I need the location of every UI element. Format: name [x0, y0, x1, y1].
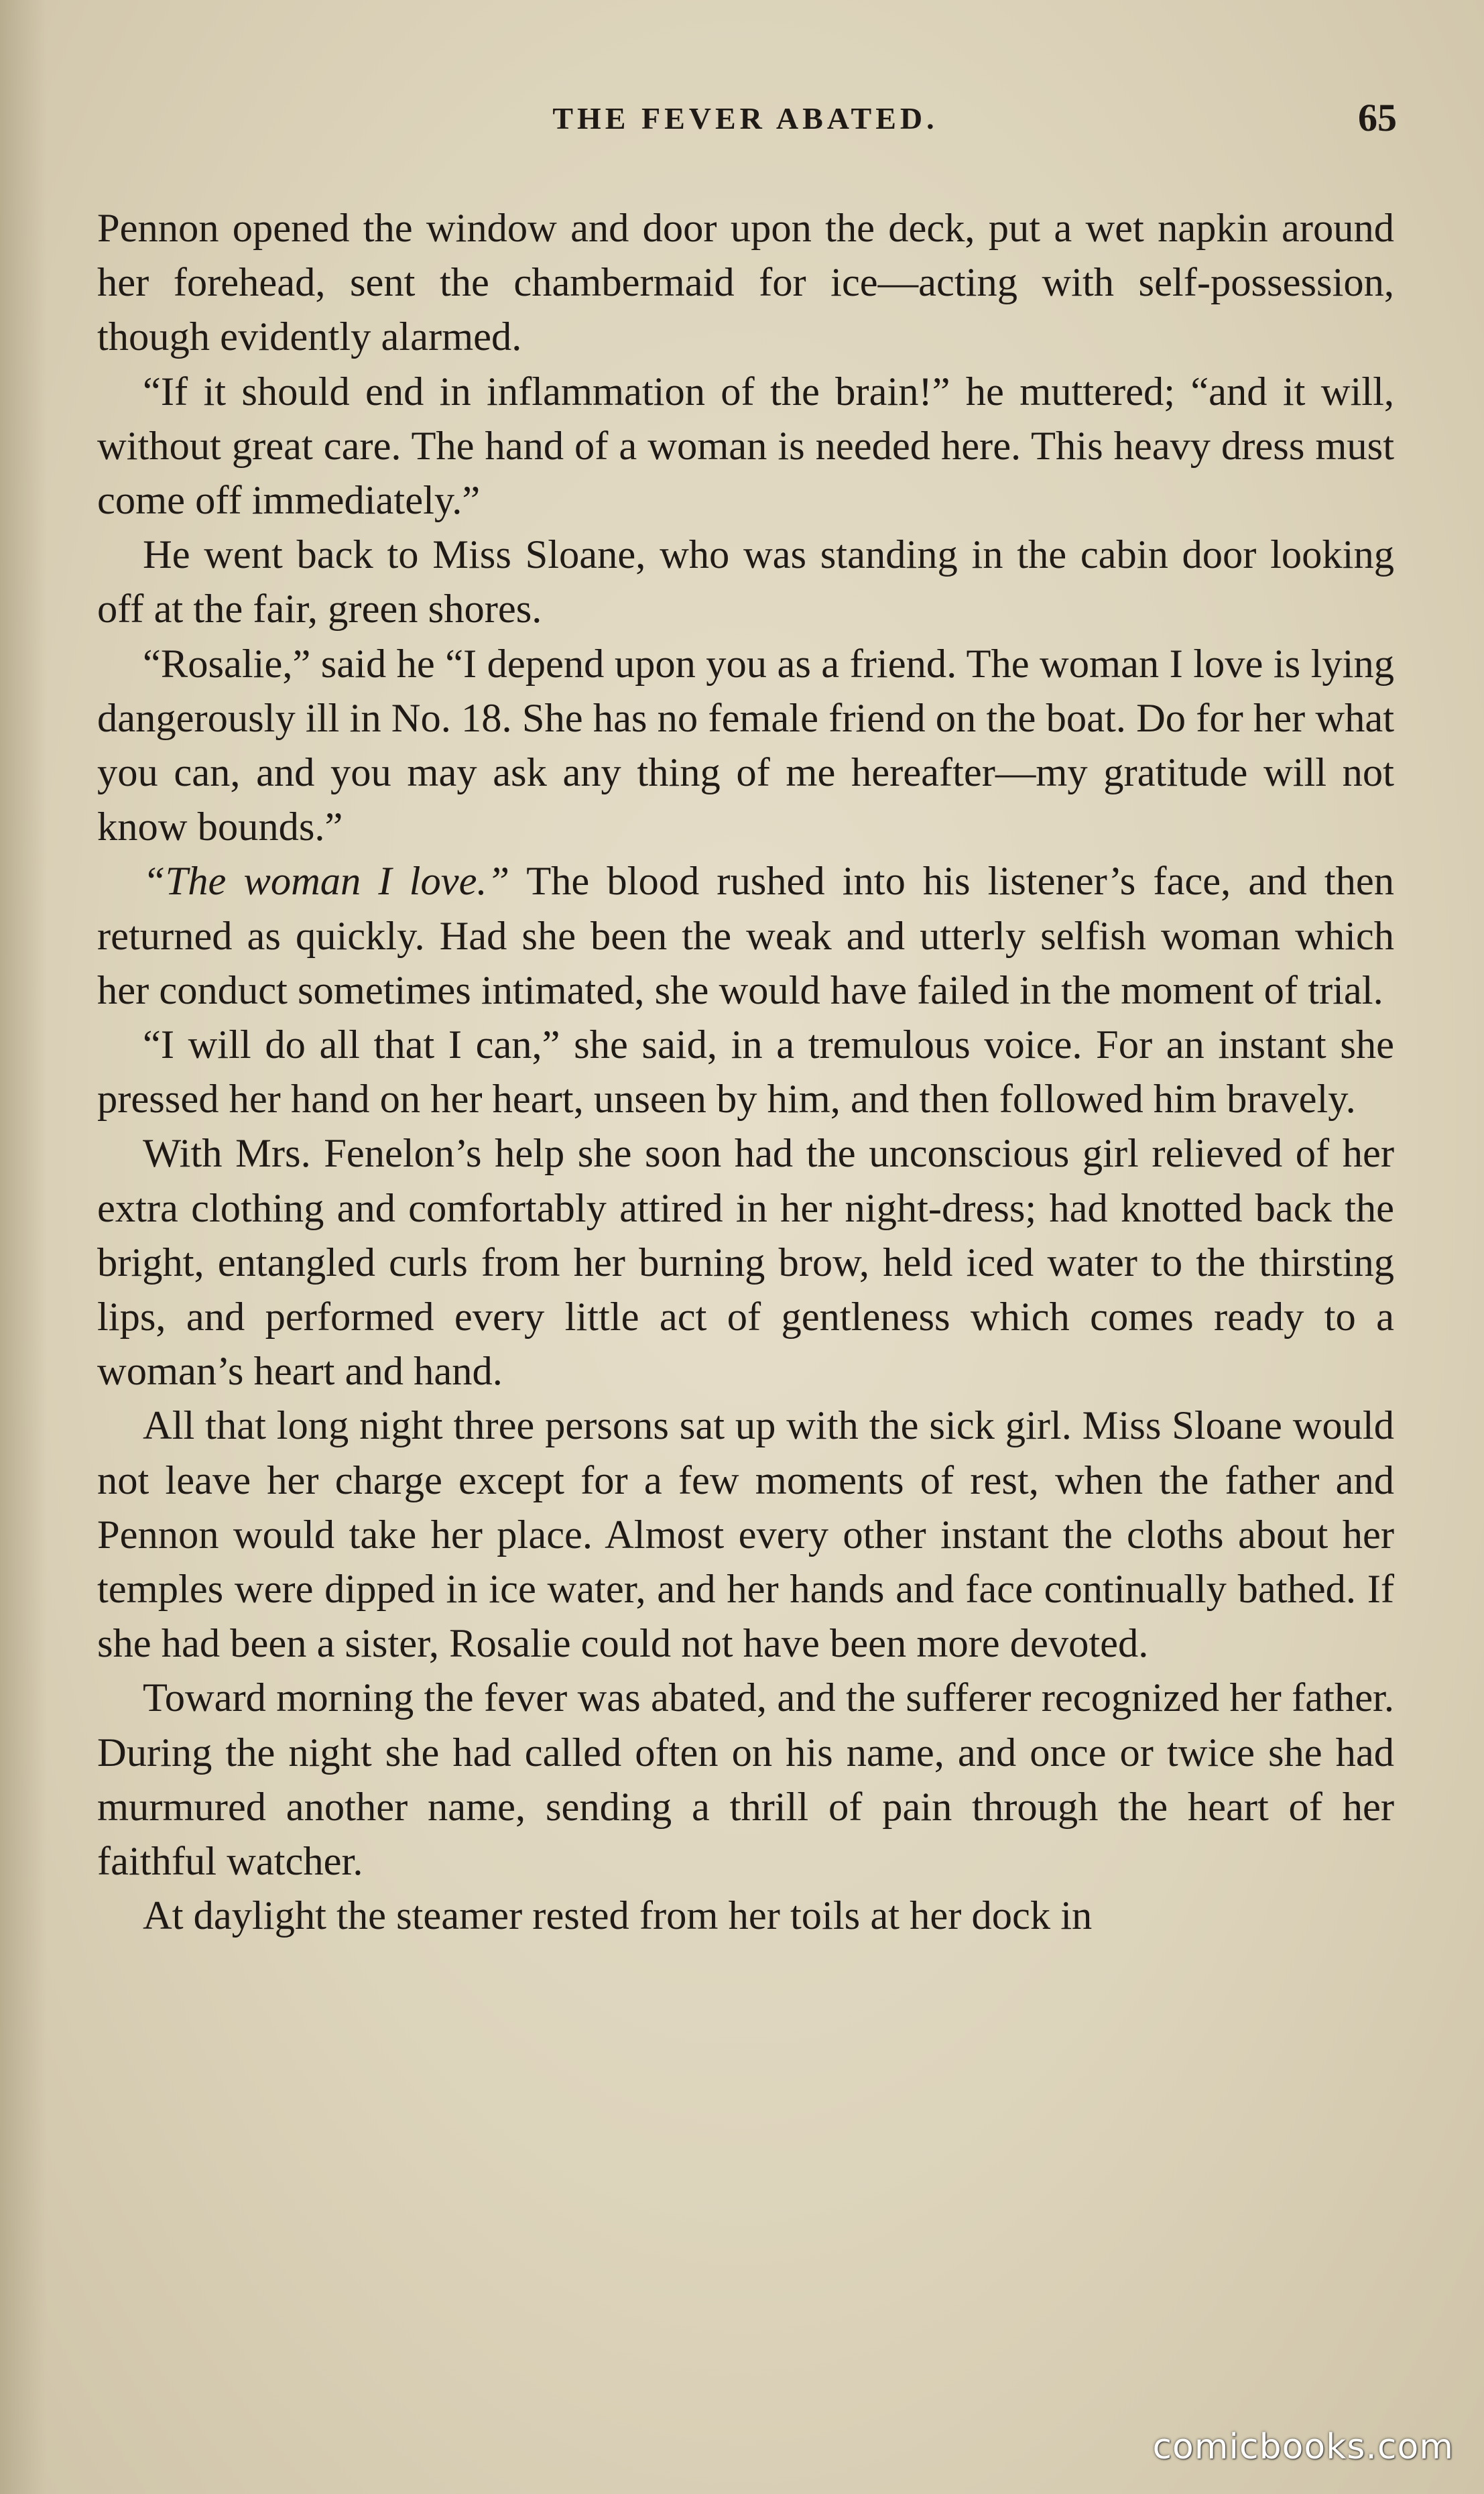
running-title: THE FEVER ABATED. [552, 101, 938, 135]
paragraph-1: Pennon opened the window and door upon the deck, put a wet napkin around her forehead, sent the chambermaid for ice—acting with self-possession, though evidently alarmed. [97, 206, 1394, 360]
page-number: 65 [1358, 96, 1397, 139]
paragraph-2: “If it should end in inflammation of the brain!” he muttered; “and it will, without great care. The hand of a woman is needed here. This heavy dress must come off immediately.” [97, 369, 1394, 524]
paragraph-6: “I will do all that I can,” she said, in a tremulous voice. For an instant she pressed her hand on her heart, unseen by him, and then followed him bravely. [97, 1022, 1394, 1122]
site-watermark: comicbooks.com [1152, 2427, 1454, 2467]
page-gutter-shadow [0, 0, 47, 2494]
paragraph-5 [97, 854, 1394, 1018]
paragraph-4: “Rosalie,” said he “I depend upon you as a friend. The woman I love is lying dangerously ill in No. 18. She has no female friend on the boat. Do for her what you can, and you may ask any thing of me hereafter—my gratitude will not know bounds.” [97, 641, 1394, 850]
paragraph-9: Toward morning the fever was abated, and the sufferer recognized her father. During the night she had called often on his name, and once or twice she had murmured another name, sending a thrill of pain through the heart of her faithful watcher. [97, 1675, 1394, 1885]
paragraph-5-text: The blood rushed into his listener’s face, and then returned as quickly. Had she been the weak and utterly selfish woman which her conduct sometimes intimated, she would have failed in the moment of trial. [97, 859, 1394, 1013]
paragraph-7: With Mrs. Fenelon’s help she soon had the unconscious girl relieved of her extra clothing and comfortably attired in her night-dress; had knotted back the bright, entangled curls from her burning brow, held iced water to the thirsting lips, and performed every little act of gentleness which comes ready to a woman’s heart and hand. [97, 1131, 1394, 1394]
paragraph-10: At daylight the steamer rested from her toils at her dock in [143, 1893, 1093, 1939]
paragraph-8: All that long night three persons sat up with the sick girl. Miss Sloane would not leave her charge except for a few moments of rest, when the father and Pennon would take her place. Almost every other instant the cloths about her temples were dipped in ice water, and her hands and face continually bathed. If she had been a sister, Rosalie could not have been more devoted. [97, 1403, 1394, 1667]
body-text [97, 201, 1394, 1944]
italic-quote: “The woman I love.” [143, 859, 510, 904]
paragraph-3: He went back to Miss Sloane, who was standing in the cabin door looking off at the fair, green shores. [97, 532, 1394, 632]
page-header [94, 96, 1397, 154]
